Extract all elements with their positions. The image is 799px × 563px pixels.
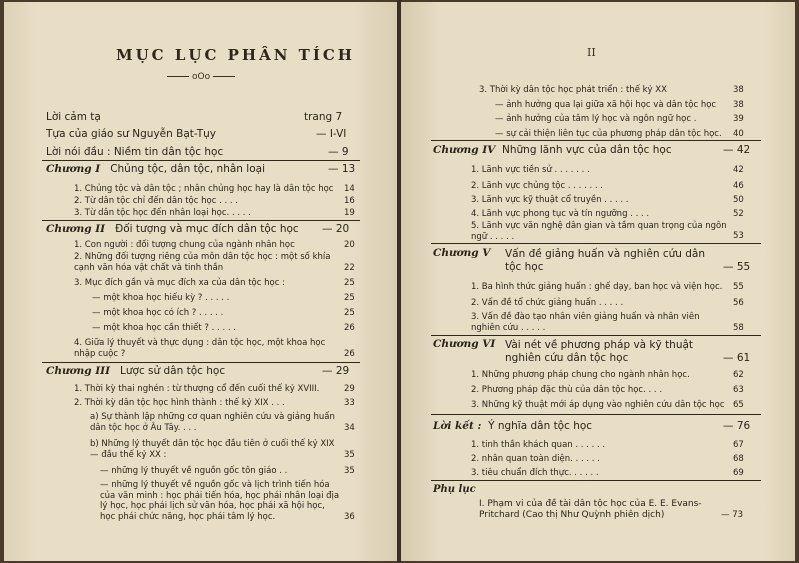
toc-item: 3. Lãnh vực kỹ thuật cổ truyền . . . . . [471, 195, 629, 205]
toc-page: 22 [344, 263, 355, 273]
chapter-page: — 29 [322, 365, 350, 377]
toc-item: — một khoa học hiếu kỳ ? . . . . . [92, 293, 230, 303]
toc-item: — một khoa học có ích ? . . . . . [92, 308, 224, 318]
toc-page: 26 [344, 349, 355, 359]
toc-page: 25 [344, 293, 355, 303]
toc-item: 1. Những phương pháp chung cho ngành nhân học. [471, 370, 690, 380]
toc-page: 29 [344, 384, 355, 394]
toc-page: 38 [733, 85, 744, 95]
toc-page: 63 [733, 385, 744, 395]
toc-entry: Lời cảm tạ [46, 111, 101, 123]
toc-page: 62 [733, 370, 744, 380]
toc-page: 19 [344, 208, 355, 218]
toc-item: 3. Từ dân tộc học đến nhân loại học. . . . . [74, 208, 251, 218]
toc-page: 50 [733, 195, 744, 205]
chapter-page: — 76 [723, 420, 751, 432]
toc-item: 2. Những đối tượng riêng của môn dân tộc học : một số khía cạnh văn hóa vật chất và tinh thần [74, 252, 331, 273]
toc-page: 52 [733, 209, 744, 219]
divider [431, 414, 761, 415]
toc-page: 65 [733, 400, 744, 410]
toc-item: 1. Thời kỳ thai nghén : từ thượng cổ đến cuối thế kỷ XVIII. [74, 384, 320, 394]
toc-page: 69 [733, 468, 744, 478]
toc-page: 55 [733, 282, 744, 292]
toc-item: 2. Phương pháp đặc thù của dân tộc học. . . . [471, 385, 663, 395]
toc-item: 1. Chủng tộc và dân tộc ; nhân chủng học hay là dân tộc học [74, 184, 334, 194]
chapter-heading: Chương IV Những lãnh vực của dân tộc học [433, 144, 672, 156]
toc-item: — sự cải thiện liên tục của phương pháp dân tộc học. [495, 129, 722, 139]
page-number: II [587, 46, 596, 59]
left-page [4, 2, 398, 561]
toc-page: trang 7 [304, 111, 343, 123]
toc-page: 14 [344, 184, 355, 194]
toc-page: 39 [733, 114, 744, 124]
toc-page: — I-VI [316, 128, 347, 140]
divider [431, 243, 761, 244]
right-page [401, 2, 795, 561]
divider [42, 362, 360, 363]
ornament: oOo [164, 72, 238, 82]
toc-item: 1. Lãnh vực tiền sử . . . . . . . [471, 165, 590, 175]
toc-item: 1. tinh thần khách quan . . . . . . [471, 440, 606, 450]
chapter-heading: Chương VI [433, 338, 496, 350]
toc-page: 35 [344, 466, 355, 476]
toc-page: 34 [344, 423, 355, 433]
toc-page: 20 [344, 240, 355, 250]
toc-item: b) Những lý thuyết dân tộc học đầu tiên ở cuối thế kỷ XIX — đầu thế kỷ XX : [90, 439, 335, 460]
toc-page: 67 [733, 440, 744, 450]
toc-page: 36 [344, 512, 355, 522]
chapter-heading: Chương I Chủng tộc, dân tộc, nhân loại [46, 163, 265, 175]
toc-page: 42 [733, 165, 744, 175]
toc-item: 4. Lãnh vực phong tục và tín ngưỡng . . . . [471, 209, 650, 219]
toc-item: 1. Con người : đối tượng chung của ngành nhân học [74, 240, 295, 250]
toc-item: — những lý thuyết về nguồn gốc và lịch trình tiến hóa của văn minh : học phái tiến hóa, học phái nhân loại địa lý học, học phái lịch sử văn hóa, học phái xã hội học, học phái chức năng, học phái tâm lý học. [100, 480, 340, 522]
toc-item: — một khoa học cần thiết ? . . . . . [92, 323, 236, 333]
chapter-page: — 61 [723, 352, 751, 364]
toc-item: — ảnh hưởng qua lại giữa xã hội học và dân tộc học [495, 100, 717, 110]
divider [42, 160, 360, 161]
toc-item: 2. Từ dân tộc chỉ đến dân tộc học . . . . [74, 196, 239, 206]
chapter-heading: Chương III Lược sử dân tộc học [46, 365, 226, 377]
toc-page: 40 [733, 129, 744, 139]
chapter-title: Vấn đề giảng huấn và nghiên cứu dân tộc học [505, 248, 705, 273]
chapter-heading: Lời kết : Ý nghĩa dân tộc học [433, 420, 593, 432]
toc-page: 35 [344, 450, 355, 460]
chapter-page: — 20 [322, 223, 350, 235]
toc-page: 38 [733, 100, 744, 110]
toc-item: 2. Thời kỳ dân tộc học hình thành : thế kỷ XIX . . . [74, 398, 285, 408]
toc-page: 25 [344, 278, 355, 288]
toc-item: 4. Giữa lý thuyết và thực dụng : dân tộc học, một khoa học nhập cuộc ? [74, 338, 326, 359]
toc-page: 56 [733, 298, 744, 308]
divider [431, 140, 761, 141]
toc-page: 46 [733, 181, 744, 191]
toc-item: — những lý thuyết về nguồn gốc tôn giáo . . [100, 466, 288, 476]
divider [431, 335, 761, 336]
toc-page: 16 [344, 196, 355, 206]
divider [42, 220, 360, 221]
toc-item: 3. Thời kỳ dân tộc học phát triển : thế kỷ XX [479, 85, 667, 95]
page-title: MỤC LỤC PHÂN TÍCH [116, 46, 355, 64]
toc-entry: Tựa của giáo sư Nguyễn Bạt-Tụy [46, 128, 216, 140]
toc-page: 68 [733, 454, 744, 464]
chapter-title: Vài nét về phương pháp và kỹ thuật nghiên cứu dân tộc học [505, 339, 694, 364]
toc-item: 3. Mục đích gần và mục đích xa của dân tộc học : [74, 278, 285, 288]
toc-item: 2. Vấn đề tổ chức giảng huấn . . . . . [471, 298, 624, 308]
toc-item: 1. Ba hình thức giảng huấn : ghế dạy, ban học và viện học. [471, 282, 723, 292]
toc-page: 33 [344, 398, 355, 408]
toc-page: — 73 [721, 510, 744, 520]
toc-item: 3. Những kỹ thuật mới áp dụng vào nghiên cứu dân tộc học [471, 400, 725, 410]
toc-item: 2. nhân quan toàn diện. . . . . . [471, 454, 600, 464]
toc-page: 26 [344, 323, 355, 333]
toc-item: 3. Vấn đề đào tạo nhân viên giảng huấn và nhân viên nghiên cứu . . . . . [471, 312, 700, 333]
divider [431, 480, 761, 481]
toc-item: 5. Lãnh vực văn nghệ dân gian và tầm quan trọng của ngôn ngữ . . . . . [471, 221, 727, 242]
toc-page: — 9 [328, 146, 349, 158]
toc-page: 25 [344, 308, 355, 318]
chapter-page: — 55 [723, 261, 751, 273]
toc-item: a) Sự thành lập những cơ quan nghiên cứu và giảng huấn dân tộc học ở Âu Tây. . . . [90, 412, 335, 433]
toc-page: 53 [733, 231, 744, 241]
toc-item: 2. Lãnh vực chủng tộc . . . . . . . [471, 181, 603, 191]
chapter-heading: Chương V [433, 247, 491, 259]
toc-item: — ảnh hưởng của tâm lý học và ngôn ngữ học . [495, 114, 697, 124]
chapter-heading: Chương II Đối tượng và mục đích dân tộc học [46, 223, 299, 235]
chapter-page: — 42 [723, 144, 751, 156]
toc-item: 3. tiêu chuẩn đích thực. . . . . . [471, 468, 599, 478]
appendix-heading: Phụ lục [433, 484, 476, 495]
toc-item: I. Phạm vi của đề tài dân tộc học của E. E. Evans-Pritchard (Cao thị Như Quỳnh phiên dịch) [479, 499, 702, 520]
toc-entry: Lời nói đầu : Niềm tin dân tộc học [46, 146, 224, 158]
chapter-page: — 13 [328, 163, 356, 175]
toc-page: 58 [733, 323, 744, 333]
